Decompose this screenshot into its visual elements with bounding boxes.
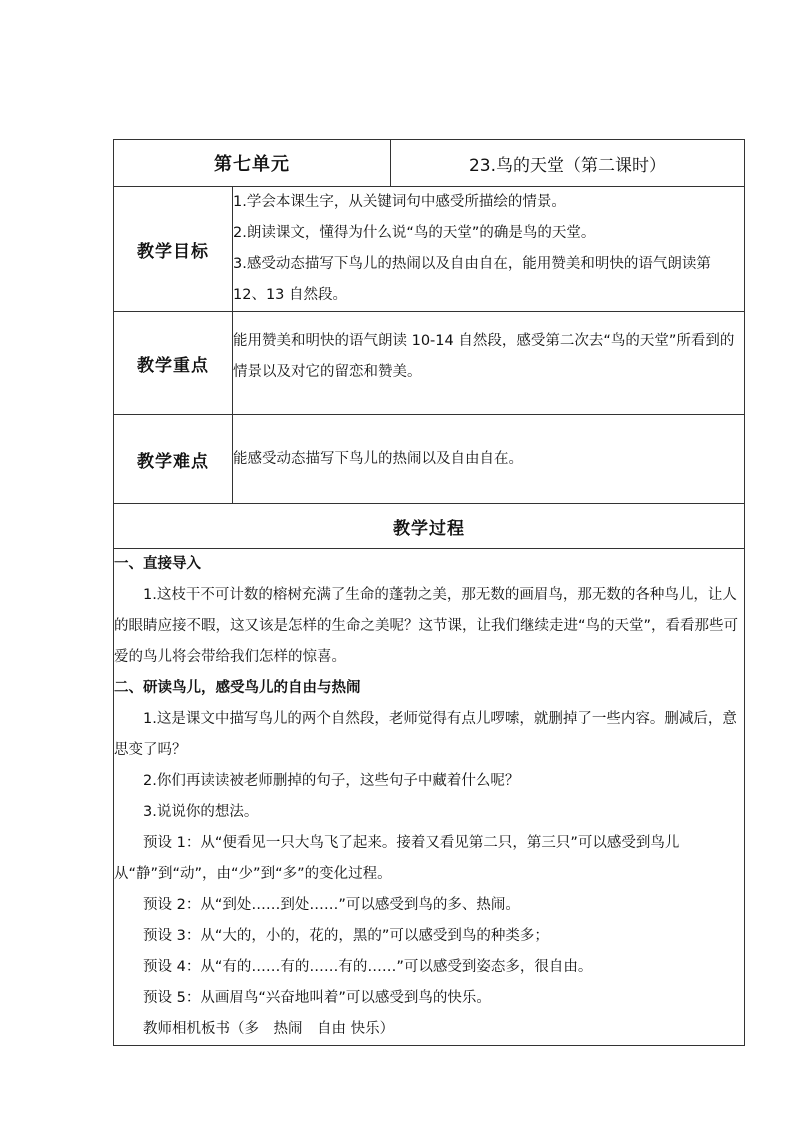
preset-item: 预设 4：从“有的……有的……有的……”可以感受到姿态多，很自由。 xyxy=(143,959,593,975)
difficulties-row xyxy=(114,415,745,504)
section-heading: 一、直接导入 xyxy=(114,556,201,572)
preset-item: 预设 2：从“到处……到处……”可以感受到鸟的多、热闹。 xyxy=(143,897,520,913)
preset-item: 预设 5：从画眉鸟“兴奋地叫着”可以感受到鸟的快乐。 xyxy=(143,990,491,1006)
difficulties-label: 教学难点 xyxy=(114,415,233,504)
goals-row xyxy=(114,187,745,312)
unit-title: 第七单元 xyxy=(114,140,391,187)
section-heading: 二、研读鸟儿，感受鸟儿的自由与热闹 xyxy=(114,680,361,696)
paragraph: 2.你们再读读被老师删掉的句子，这些句子中藏着什么呢？ xyxy=(143,773,520,789)
key-points-row xyxy=(114,312,745,415)
header-row xyxy=(114,140,745,187)
goal-item: 2.朗读课文，懂得为什么说“鸟的天堂”的确是鸟的天堂。 xyxy=(233,225,596,241)
goals-content xyxy=(233,187,745,312)
preset-item: 预设 1：从“便看见一只大鸟飞了起来。接着又看见第二只，第三只”可以感受到鸟儿从“静”到“动”，由“少”到“多”的变化过程。 xyxy=(114,835,680,882)
process-title: 教学过程 xyxy=(114,504,745,549)
paragraph: 1.这枝干不可计数的榕树充满了生命的蓬勃之美，那无数的画眉鸟，那无数的各种鸟儿，让人的眼睛应接不暇，这又该是怎样的生命之美呢？这节课，让我们继续走进“鸟的天堂”，看看那些可爱的鸟儿将会带给我们怎样的惊喜。 xyxy=(114,587,739,665)
paragraph: 1.这是课文中描写鸟儿的两个自然段，老师觉得有点儿啰嗦，就删掉了一些内容。删减后，意思变了吗？ xyxy=(114,711,737,758)
key-points-text: 能用赞美和明快的语气朗读 10-14 自然段，感受第二次去“鸟的天堂”所看到的情景以及对它的留恋和赞美。 xyxy=(233,312,745,415)
difficulties-text: 能感受动态描写下鸟儿的热闹以及自由自在。 xyxy=(233,415,745,504)
process-content xyxy=(114,549,745,1046)
goal-item: 1.学会本课生字，从关键词句中感受所描绘的情景。 xyxy=(233,194,566,210)
goal-item: 3.感受动态描写下鸟儿的热闹以及自由自在，能用赞美和明快的语气朗读第 12、13 自然段。 xyxy=(233,256,711,303)
key-points-label: 教学重点 xyxy=(114,312,233,415)
board-note: 教师相机板书（多 热闹 自由 快乐） xyxy=(143,1021,395,1037)
goals-label: 教学目标 xyxy=(114,187,233,312)
paragraph: 3.说说你的想法。 xyxy=(143,804,259,820)
lesson-title: 23.鸟的天堂（第二课时） xyxy=(391,140,745,187)
process-row xyxy=(114,549,745,1046)
process-title-row xyxy=(114,504,745,549)
preset-item: 预设 3：从“大的，小的，花的，黑的”可以感受到鸟的种类多； xyxy=(143,928,549,944)
lesson-plan-table xyxy=(113,139,745,1046)
